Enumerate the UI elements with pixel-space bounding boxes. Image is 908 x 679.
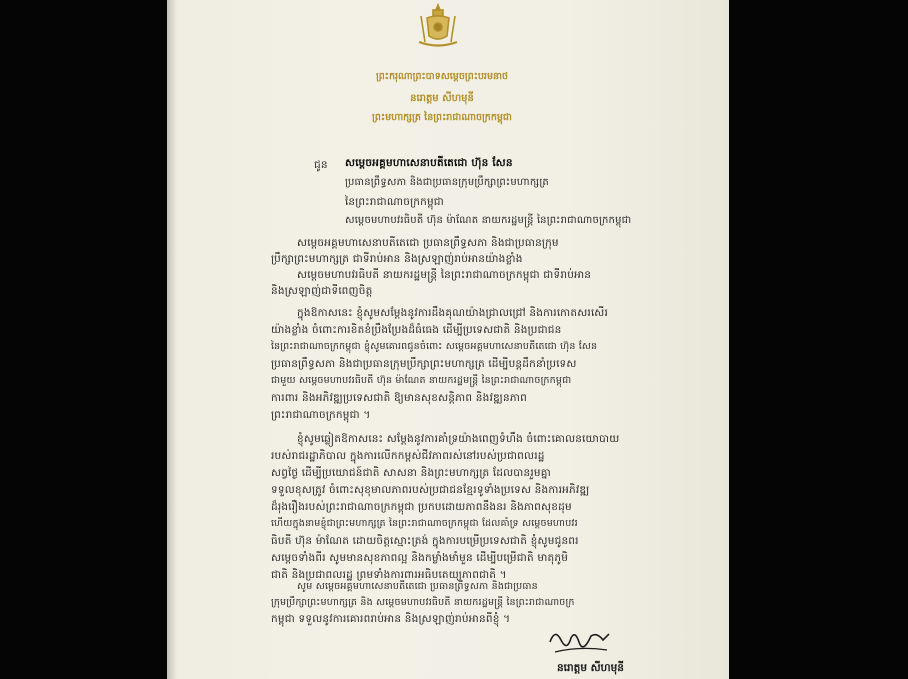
body-line: ជាតិ និងប្រជាពលរដ្ឋ ព្រមទាំងការពារអធិបតេយ្យភាពជាតិ ។ bbox=[271, 569, 507, 581]
body-line: ការពារ និងអភិវឌ្ឍប្រទេសជាតិ ឱ្យមានសុខសន្តិភាព និងវឌ្ឍនភាព bbox=[271, 392, 527, 404]
body-line: ធិបតី ហ៊ុន ម៉ាណែត ដោយចិត្តស្មោះត្រង់ ក្នុងការបម្រើប្រទេសជាតិ ខ្ញុំសូមជូនពរ bbox=[271, 535, 579, 547]
body-line: ខ្ញុំសូមឆ្លៀតឱកាសនេះ សម្តែងនូវការគាំទ្រយ៉ាងពេញទំហឹង ចំពោះគោលនយោបាយ bbox=[297, 433, 620, 445]
body-line: កម្ពុជា ទទួលនូវការគោរពរាប់អាន និងស្រឡាញ់រាប់អានពីខ្ញុំ ។ bbox=[271, 613, 511, 625]
body-line: សម្តេចទាំងពីរ សូមមានសុខភាពល្អ និងកម្លាំងមាំមួន ដើម្បីបម្រើជាតិ មាតុភូមិ bbox=[271, 552, 569, 564]
body-line: ក្រុមប្រឹក្សាព្រះមហាក្សត្រ និង សម្តេចមហាបវរធិបតី នាយករដ្ឋមន្ត្រី នៃព្រះរាជាណាចក្រ bbox=[271, 597, 575, 608]
letter-page bbox=[167, 0, 729, 679]
body-line: ក្នុងឱកាសនេះ ខ្ញុំសូមសម្តែងនូវការដឹងគុណយ៉ាងជ្រាលជ្រៅ និងការកោតសរសើរ bbox=[297, 307, 609, 319]
body-line: សូម សម្តេចអគ្គមហាសេនាបតីតេជោ ប្រធានព្រឹទ្ធសភា និងជាប្រធាន bbox=[297, 581, 538, 592]
letterhead-line-3: ព្រះមហាក្សត្រ នៃព្រះរាជាណាចក្រកម្ពុជា bbox=[372, 112, 512, 123]
body-line: និងស្រឡាញ់ជាទីពេញចិត្ត bbox=[271, 285, 373, 297]
body-line: សព្វថ្ងៃ ដើម្បីប្រយោជន៍ជាតិ សាសនា និងព្រះមហាក្សត្រ ដែលបានរួមគ្នា bbox=[271, 467, 551, 479]
body-line: នៃព្រះរាជាណាចក្រកម្ពុជា ខ្ញុំសូមគោរពជូនចំពោះ សម្តេចអគ្គមហាសេនាបតីតេជោ ហ៊ុន សែន bbox=[271, 341, 598, 352]
body-line: យ៉ាងខ្លាំង ចំពោះការខិតខំប្រឹងប្រែងដ៏ធំធេង ដើម្បីប្រទេសជាតិ និងប្រជាជន bbox=[271, 324, 562, 336]
recipient-prefix: ជូន bbox=[314, 159, 328, 171]
letterhead-line-2: នរោត្តម សីហមុនី bbox=[410, 93, 474, 104]
body-line: សម្តេចមហាបវរធិបតី នាយករដ្ឋមន្ត្រី នៃព្រះរាជាណាចក្រកម្ពុជា ជាទីរាប់អាន bbox=[297, 269, 592, 281]
body-line: សម្តេចអគ្គមហាសេនាបតីតេជោ ប្រធានព្រឹទ្ធសភា និងជាប្រធានក្រុម bbox=[297, 237, 559, 249]
body-line: ព្រះរាជាណាចក្រកម្ពុជា ។ bbox=[271, 409, 371, 421]
body-line: ដ៏រុងរឿងរបស់ព្រះរាជាណាចក្រកម្ពុជា ប្រកបដោយភាពនឹងនរ និងភាពសុខដុម bbox=[271, 501, 572, 513]
recipient-line-3: នៃព្រះរាជាណាចក្រកម្ពុជា bbox=[345, 196, 445, 208]
body-line: ជាមួយ សម្តេចមហាបវរធិបតី ហ៊ុន ម៉ាណែត នាយករដ្ឋមន្ត្រី នៃព្រះរាជាណាចក្រកម្ពុជា bbox=[271, 375, 572, 386]
recipient-line-4: សម្តេចមហាបវរធិបតី ហ៊ុន ម៉ាណែត នាយករដ្ឋមន្ត្រី នៃព្រះរាជាណាចក្រកម្ពុជា bbox=[345, 215, 632, 226]
page-shadow bbox=[167, 0, 177, 679]
handwritten-signature bbox=[545, 620, 615, 660]
recipient-line-2: ប្រធានព្រឹទ្ធសភា និងជាប្រធានក្រុមប្រឹក្សាព្រះមហាក្សត្រ bbox=[345, 177, 549, 188]
left-black-frame bbox=[0, 0, 167, 679]
body-line: ប្រធានព្រឹទ្ធសភា និងជាប្រធានក្រុមប្រឹក្សាព្រះមហាក្សត្រ ដើម្បីបន្តដឹកនាំប្រទេស bbox=[271, 358, 577, 370]
body-line: ប្រឹក្សាព្រះមហាក្សត្រ ជាទីរាប់អាន និងស្រឡាញ់រាប់អានយ៉ាងខ្លាំង bbox=[271, 253, 523, 265]
royal-coat-of-arms-icon bbox=[413, 2, 463, 52]
body-line: ទទួលខុសត្រូវ ចំពោះសុខុមាលភាពរបស់ប្រជាជនខ្មែរទូទាំងប្រទេស និងការអភិវឌ្ឍ bbox=[271, 484, 590, 496]
body-line: ហើយក្នុងនាមខ្ញុំជាព្រះមហាក្សត្រ នៃព្រះរាជាណាចក្រកម្ពុជា ដែលគាំទ្រ សម្តេចមហាបវរ bbox=[271, 518, 578, 529]
body-line: របស់រាជរដ្ឋាភិបាល ក្នុងការលើកកម្ពស់ជីវភាពរស់នៅរបស់ប្រជាពលរដ្ឋ bbox=[271, 450, 545, 462]
letterhead-line-1: ព្រះករុណាព្រះបាទសម្តេចព្រះបរមនាថ bbox=[375, 71, 509, 82]
recipient-line-1: សម្តេចអគ្គមហាសេនាបតីតេជោ ហ៊ុន សែន bbox=[345, 157, 513, 169]
signatory-name: នរោត្តម សីហមុនី bbox=[557, 662, 624, 674]
right-black-frame bbox=[729, 0, 908, 679]
